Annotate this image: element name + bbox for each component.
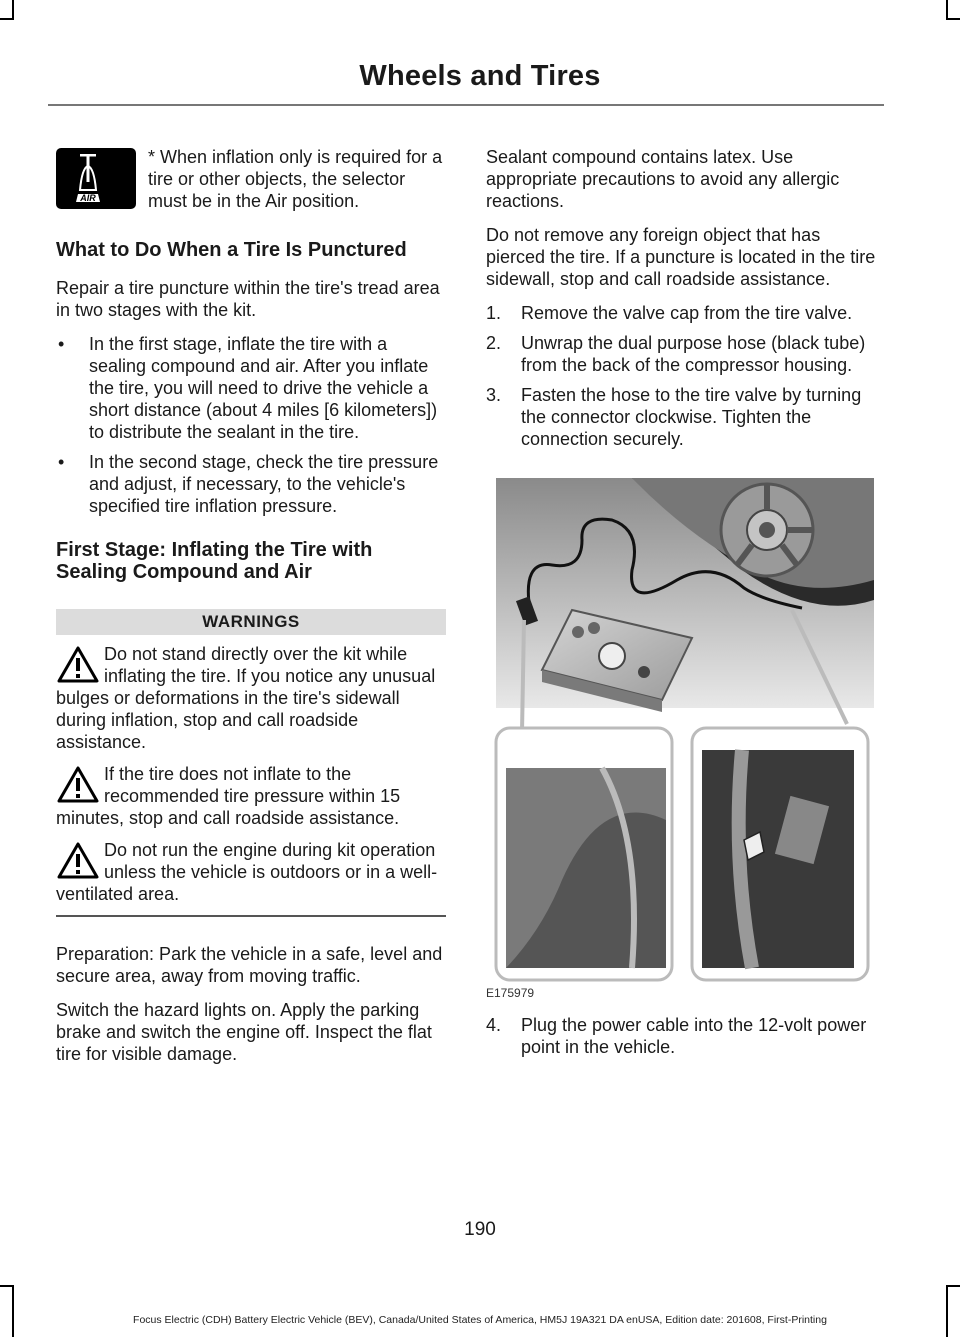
right-column xyxy=(486,146,880,1066)
warning-triangle-icon xyxy=(56,765,100,805)
warning-item: Do not run the engine during kit operation unless the vehicle is outdoors or in a well-ventilated area. xyxy=(56,840,438,904)
list-item: 4. Plug the power cable into the 12-volt power point in the vehicle. xyxy=(486,1015,867,1057)
figure-code: E175979 xyxy=(486,986,535,1000)
air-pump-icon xyxy=(56,148,136,209)
crop-mark xyxy=(0,18,14,20)
warning-triangle-icon xyxy=(56,645,100,685)
stage-list xyxy=(56,333,446,517)
crop-mark xyxy=(946,18,960,20)
crop-mark xyxy=(946,0,948,20)
bullet-mark: • xyxy=(58,334,65,354)
foreign-object-paragraph: Do not remove any foreign object that has pierced the tire. If a puncture is located in the tire sidewall, stop and call roadside assistance. xyxy=(486,225,876,289)
title-divider xyxy=(48,104,884,106)
steps-list-continued xyxy=(486,1014,880,1058)
bullet-mark: • xyxy=(58,452,65,472)
svg-text:AIR: AIR xyxy=(80,193,96,203)
air-note-block xyxy=(56,146,446,215)
crop-mark xyxy=(946,1285,960,1287)
crop-mark xyxy=(12,0,14,20)
list-item: 2. Unwrap the dual purpose hose (black tube) from the back of the compressor housing. xyxy=(486,333,866,375)
crop-mark xyxy=(12,1285,14,1337)
list-item: • In the first stage, inflate the tire with a sealing compound and air. After you inflate the tire, you will need to drive the vehicle a short distance (about 4 miles [6 kilometers]) to distribute the sealant in the tire. xyxy=(58,334,438,442)
warning-triangle-icon xyxy=(56,841,100,881)
list-item: 3. Fasten the hose to the tire valve by turning the connector clockwise. Tighten the connection securely. xyxy=(486,385,862,449)
crop-mark xyxy=(946,1285,948,1337)
preparation-paragraph: Preparation: Park the vehicle in a safe, level and secure area, away from moving traffic. xyxy=(56,944,443,986)
crop-mark xyxy=(0,1285,14,1287)
section-heading: First Stage: Inflating the Tire with Sealing Compound and Air xyxy=(56,539,373,583)
footer-edition: Focus Electric (CDH) Battery Electric Vehicle (BEV), Canada/United States of America, HM5J 19A321 DA enUSA, Edition date: 201608, First-Printing xyxy=(133,1314,827,1326)
hazard-paragraph: Switch the hazard lights on. Apply the parking brake and switch the engine off. Inspect the flat tire for visible damage. xyxy=(56,1000,432,1064)
left-column xyxy=(56,146,446,1077)
compressor-illustration xyxy=(482,460,874,1000)
warning-item: If the tire does not inflate to the recommended tire pressure within 15 minutes, stop and call roadside assistance. xyxy=(56,764,401,828)
compressor-hose-illustration xyxy=(482,460,874,990)
section-heading: What to Do When a Tire Is Punctured xyxy=(56,239,407,261)
intro-paragraph: Repair a tire puncture within the tire's tread area in two stages with the kit. xyxy=(56,278,440,320)
warnings-header: WARNINGS xyxy=(56,609,446,635)
page-title: Wheels and Tires xyxy=(359,60,601,92)
air-note-text: * When inflation only is required for a tire or other objects, the selector must be in the Air position. xyxy=(148,147,443,211)
warnings-divider xyxy=(56,915,446,917)
latex-paragraph: Sealant compound contains latex. Use appropriate precautions to avoid any allergic reactions. xyxy=(486,147,840,211)
warning-item: Do not stand directly over the kit while inflating the tire. If you notice any unusual bulges or deformations in the tire's sidewall during inflation, stop and call roadside assistance. xyxy=(56,644,436,752)
list-item: • In the second stage, check the tire pressure and adjust, if necessary, to the vehicle's specified tire inflation pressure. xyxy=(58,452,439,516)
list-item: 1. Remove the valve cap from the tire valve. xyxy=(486,303,853,323)
steps-list xyxy=(486,302,880,450)
page-number: 190 xyxy=(464,1219,496,1240)
